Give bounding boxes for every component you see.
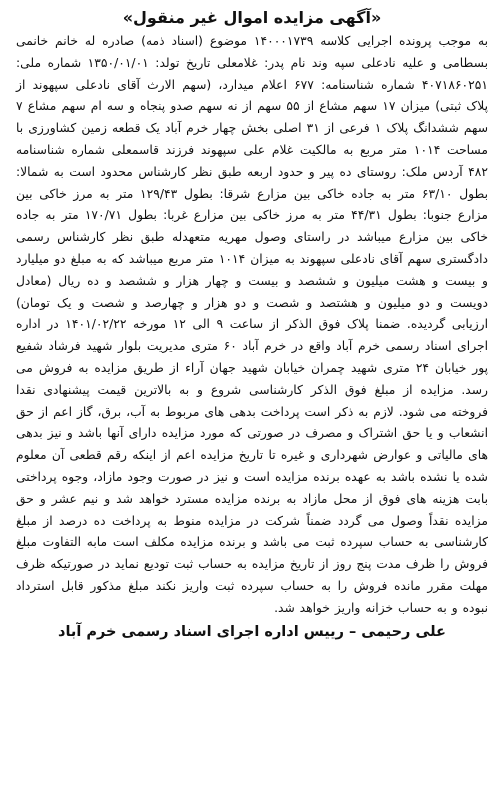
notice-signature: علی رحیمی – رییس اداره اجرای اسناد رسمی خرم آباد xyxy=(58,623,446,640)
notice-body: به موجب پرونده اجرایی کلاسه ۱۴۰۰۰۱۷۳۹ موضوع (اسناد ذمه) صادره له خانم خانمی بسطامی و علیه نادعلی سپه وند نام پدر: غلامعلی تاریخ تولد: ۱۳۵۰/۰۱/۰۱ شماره ملی: ۴۰۷۱۸۶۰۲۵۱ شماره شناسنامه: ۶۷۷ اعلام میدارد، (سهم الارث آقای نادعلی سپهوند از پلاک ثبتی) میزان ۱۷ سهم مشاع از ۵۵ سهم از نه سهم صدو پنجاه و سه ام سهم مشاع ۷ سهم ششدانگ پلاک ۱ فرعی از ۳۱ اصلی بخش چهار خرم آباد یک قطعه زمین کشاورزی با مساحت ۱۰۱۴ متر مربع به مالکیت غلام علی سپهوند فرزند قاسمعلی شماره شناسنامه ۴۸۲ آردس ملک: روستای ده پیر و حدود اربعه طبق نظر کارشناس محدود است به شمالا: بطول ۶۳/۱۰ متر به جاده خاکی بین مزارع شرقا: بطول ۱۲۹/۴۳ متر به مرز خاکی بین مزارع جنوبا: بطول ۴۴/۳۱ متر به مرز خاکی بین مزارع غربا: بطول ۱۷۰/۷۱ متر به جاده خاکی بین مزارع میباشد در راستای وصول مهریه متعهدله طبق نظر کارشناس رسمی دادگستری سهم آقای نادعلی سپهوند به میزان ۱۰۱۴ متر مربع میباشد که به مبلغ دو میلیارد و بیست و هشت میلیون و ششصد و بیست و چهار هزار و ششصد و ده ریال (معادل دویست و دو میلیون و هشتصد و شصت و دو هزار و چهارصد و شصت و یک تومان) ارزیابی گردیده. ضمنا پلاک فوق الذکر از ساعت ۹ الی ۱۲ مورخه ۱۴۰۱/۰۲/۲۲ در اداره اجرای اسناد رسمی خرم آباد واقع در خرم آباد ۶۰ متری مدیریت بلوار شهید فرشاد شفیع پور خیابان ۲۴ متری شهید چمران خیابان شهید جهان آراء از طریق مزایده به فروش می رسد. مزایده از مبلغ فوق الذکر کارشناسی شروع و به بالاترین قیمت پیشنهادی نقدا فروخته می شود. لازم به ذکر است پرداخت بدهی های مربوط به آب، برق، گاز اعم از حق انشعاب و یا حق اشتراک و مصرف در صورتی که مورد مزایده دارای آنها باشد و نیز بدهی های مالیاتی و عوارض شهرداری و غیره تا تاریخ مزایده اعم از اینکه رقم قطعی آن معلوم شده یا نشده باشد به عهده برنده مزایده است و نیز در صورت وجود مازاد، وجوه پرداختی بابت هزینه های فوق از محل مازاد به برنده مزایده مسترد خواهد شد و نیم عشر و حق مزایده نقداً وصول می گردد ضمناً شرکت در مزایده منوط به پرداخت ده درصد از مبلغ کارشناسی به حساب سپرده ثبت می باشد و برنده مزایده مکلف است مابه التفاوت مبلغ فروش را ظرف مدت پنج روز از تاریخ مزایده به حساب ثبت تودیع نماید در صورتیکه ظرف مهلت مقرر مانده فروش را به حساب سپرده ثبت واریز نکند مبلغ مذکور قابل استرداد نبوده و به حساب خزانه واریز خواهد شد. xyxy=(16,34,489,615)
notice-title: «آگهی مزایده اموال غیر منقول» xyxy=(122,8,382,27)
